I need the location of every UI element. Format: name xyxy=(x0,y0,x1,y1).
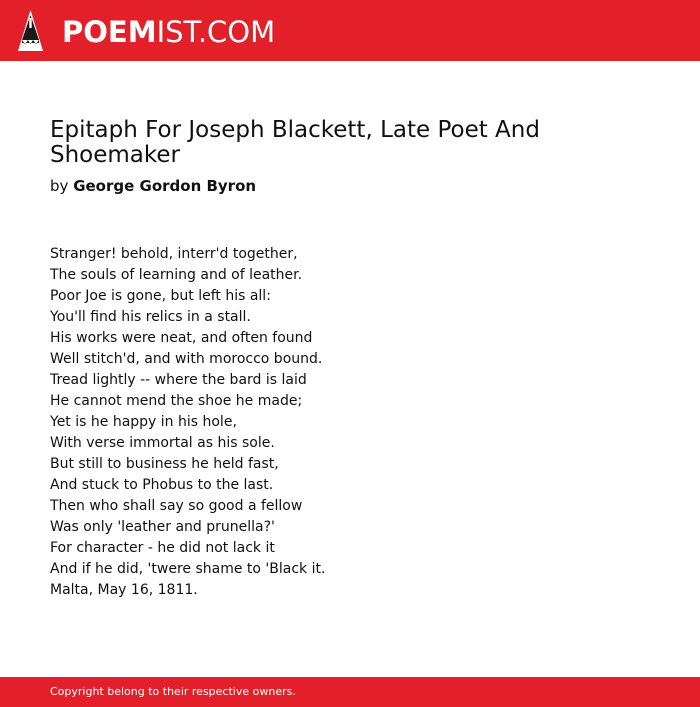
byline-prefix: by xyxy=(50,177,69,195)
poem-body xyxy=(50,244,650,601)
poem-line: And if he did, 'twere shame to 'Black it. xyxy=(50,561,326,577)
poem-line: His works were neat, and often found xyxy=(50,330,313,346)
poem-title: Epitaph For Joseph Blackett, Late Poet And Shoemaker xyxy=(50,117,540,168)
poem-line: Yet is he happy in his hole, xyxy=(50,414,237,430)
byline xyxy=(50,176,570,196)
poem-line: Poor Joe is gone, but left his all: xyxy=(50,288,271,304)
site-footer xyxy=(0,677,700,707)
poem-line: But still to business he held fast, xyxy=(50,456,279,472)
logo-text xyxy=(62,14,275,50)
copyright-notice: Copyright belong to their respective owners. xyxy=(50,685,296,698)
poem-line: Was only 'leather and prunella?' xyxy=(50,519,275,535)
poem-line: Tread lightly -- where the bard is laid xyxy=(50,372,307,388)
poem-line: Well stitch'd, and with morocco bound. xyxy=(50,351,323,367)
poem-line: And stuck to Phobus to the last. xyxy=(50,477,274,493)
poem-line: You'll find his relics in a stall. xyxy=(50,309,251,325)
poem-header xyxy=(50,118,570,196)
poem-line: With verse immortal as his sole. xyxy=(50,435,275,451)
author-name[interactable]: George Gordon Byron xyxy=(73,177,257,195)
poem-line: For character - he did not lack it xyxy=(50,540,275,556)
site-logo[interactable] xyxy=(18,10,275,51)
pen-nib-icon xyxy=(18,10,43,51)
poem-date-line: Malta, May 16, 1811. xyxy=(50,582,198,598)
poem-line: The souls of learning and of leather. xyxy=(50,267,303,283)
logo-text-strong: POEM xyxy=(62,14,157,49)
poem-line: He cannot mend the shoe he made; xyxy=(50,393,303,409)
logo-text-light: IST.COM xyxy=(156,14,276,49)
site-header xyxy=(0,0,700,61)
poem-line: Stranger! behold, interr'd together, xyxy=(50,246,298,262)
poem-line: Then who shall say so good a fellow xyxy=(50,498,303,514)
